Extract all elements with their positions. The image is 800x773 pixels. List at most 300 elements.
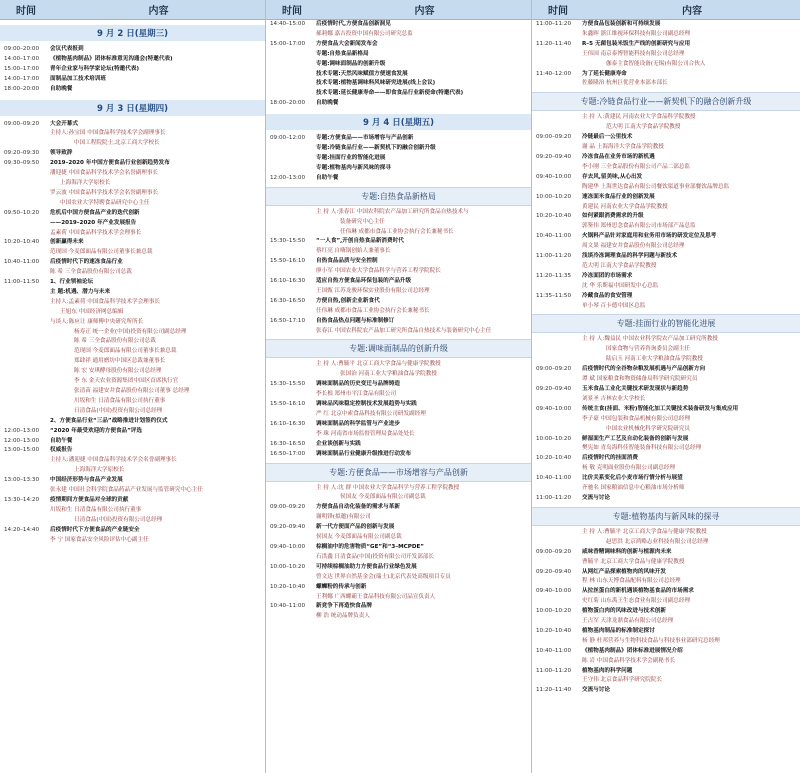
time-cell	[532, 123, 582, 133]
time-cell: 14:00–17:00	[4, 55, 40, 62]
time-cell: 15:50–16:10	[270, 401, 306, 408]
agenda-title: R–5 无菌包装米饭生产线的创新研究与应用	[582, 40, 691, 47]
schedule-row	[532, 163, 800, 173]
schedule-row	[0, 65, 265, 75]
speaker-info: 李 珠 河南省市场监督管理局食品处处长	[316, 430, 415, 437]
schedule-row	[532, 143, 800, 153]
agenda-title: 植物基肉的科学问题	[582, 667, 633, 674]
schedule-row	[532, 385, 800, 395]
schedule-row	[532, 79, 800, 89]
schedule-row	[532, 667, 800, 677]
time-cell: 11:20–11:40	[536, 687, 572, 694]
time-cell: 09:20–09:30	[4, 150, 40, 157]
speaker-info: 李长根 郑州市平江食品有限公司	[316, 391, 397, 398]
time-cell	[0, 357, 50, 367]
speaker-info: 装备研究中心主任	[340, 218, 385, 225]
speaker-info: 主 持 人:黄建民 河南农业大学食品科学院教授	[582, 114, 696, 121]
speaker-info: 伽泰主食智能设备(无锡)有限公司合伙人	[606, 60, 706, 67]
speaker-info: 陈 宏 安琪酵母股份有限公司总经理	[74, 368, 162, 375]
speaker-info: 佐藤隆治 杭州巨优营业本部本部长	[582, 80, 668, 87]
schedule-row	[0, 268, 265, 278]
schedule-row	[266, 410, 531, 420]
agenda-title: 危机后中国方便食品产业的迭代创新	[50, 209, 140, 216]
session-heading: 专题:调味面制品的创新升级	[266, 339, 531, 358]
time-cell	[266, 247, 316, 257]
speaker-info: 史红菊 山东禹王生态食业有限公司副总经理	[582, 598, 691, 605]
time-cell: 10:00–10:20	[270, 563, 306, 570]
speaker-info: 周文果 福建安井食品股份有限公司总经理	[582, 243, 685, 250]
schedule-row	[0, 229, 265, 239]
header-content: 内容	[682, 6, 702, 17]
time-cell: 09:20–09:40	[536, 568, 572, 575]
time-cell	[266, 287, 316, 297]
time-cell	[532, 163, 582, 173]
agenda-title: 如何紧跟消费需求的升级	[582, 213, 644, 220]
schedule-row	[266, 533, 531, 543]
time-cell	[266, 360, 316, 370]
schedule-row	[0, 526, 265, 536]
header-content: 内容	[414, 6, 435, 17]
time-cell	[532, 444, 582, 454]
speaker-info: 中国农业大学特聘食品研究中心主任	[60, 199, 150, 206]
time-cell	[0, 347, 50, 357]
agenda-title: 后疫情时代下方便食品的产业链安全	[50, 526, 140, 533]
speaker-info: 范现国 今麦郎面品有限公司董事长兼总裁	[74, 348, 177, 355]
schedule-row	[0, 417, 265, 427]
time-cell: 09:00–20:00	[4, 46, 40, 52]
agenda-title: 方便食品大会新闻发布会	[316, 40, 378, 47]
schedule-row	[0, 139, 265, 149]
time-cell: 10:20–10:40	[536, 455, 572, 462]
time-cell	[266, 144, 316, 154]
agenda-title: 自热食品热点问题与标准制修订	[316, 317, 395, 324]
time-cell: 16:50–17:00	[270, 450, 306, 457]
agenda-title: 从拉丝蛋白的新机遇谈植物基食品的市场需求	[582, 588, 694, 595]
time-cell	[0, 129, 50, 139]
schedule-row	[266, 583, 531, 593]
agenda-title: 专题:冷链食品行业——新契机下的融合创新升级	[316, 145, 436, 152]
schedule-row	[266, 400, 531, 410]
agenda-title: 会议代表报到	[50, 46, 84, 52]
time-cell	[532, 113, 582, 123]
speaker-info: 程 林 山东天博食品配料有限公司总经理	[582, 578, 681, 585]
speaker-info: 廖小军 中国农业大学食品科学与营养工程学院院长	[316, 268, 441, 275]
schedule-row	[266, 380, 531, 390]
agenda-title: 交流与讨论	[582, 687, 610, 694]
time-cell: 15:50–16:10	[270, 258, 306, 265]
schedule-row	[266, 257, 531, 267]
schedule-row	[532, 335, 800, 345]
schedule-row	[532, 568, 800, 578]
schedule-row	[266, 144, 531, 154]
speaker-info: 齐驰名 国家粮油信息中心粮油市场分析师	[582, 485, 685, 492]
time-cell	[532, 143, 582, 153]
schedule-row	[266, 307, 531, 317]
schedule-row	[0, 516, 265, 526]
agenda-title: 玉米食品工业化关键技术研发现状与新趋势	[582, 386, 689, 392]
schedule-row	[0, 159, 265, 169]
schedule-row	[0, 397, 265, 407]
time-cell: 16:10–16:30	[270, 278, 306, 285]
speaker-info: 陈 岩 中国食品科学技术学会副秘书长	[582, 657, 676, 664]
time-cell	[0, 486, 50, 496]
time-cell	[532, 597, 582, 607]
schedule-row	[532, 607, 800, 617]
agenda-title: 1、行业领袖论坛	[50, 279, 94, 286]
agenda-title: 螺蛳粉的传承与创新	[316, 583, 367, 590]
agenda-title: 火锅料产品针对家庭用和业务用市场的研发定位及思考	[582, 233, 717, 240]
column-body	[266, 20, 531, 622]
time-cell: 10:20–10:40	[270, 583, 306, 590]
time-cell	[266, 573, 316, 583]
schedule-row	[266, 89, 531, 99]
agenda-title: 《植物基肉制品》团体标准意见沟通会(特邀代表)	[50, 55, 173, 62]
schedule-row	[0, 129, 265, 139]
session-heading: 专题:冷链食品行业——新契机下的融合创新升级	[532, 92, 800, 111]
schedule-row	[266, 573, 531, 583]
time-cell	[0, 229, 50, 239]
schedule-row	[266, 420, 531, 430]
schedule-row	[266, 154, 531, 164]
time-cell	[532, 657, 582, 667]
speaker-info: 孟素荷 中国食品科学技术学会理事长	[50, 229, 142, 236]
time-cell: 11:40–12:00	[536, 70, 572, 77]
speaker-info: 张永建 中国社会科学院食品药品产业发展与监管研究中心主任	[50, 487, 203, 494]
schedule-row	[266, 612, 531, 622]
agenda-title: 调味面制品的历史变迁与品牌铸造	[316, 381, 400, 388]
schedule-row	[0, 288, 265, 298]
time-cell: 11:00–11:50	[4, 279, 40, 286]
time-cell: 11:00–11:20	[536, 253, 572, 260]
agenda-title: 为了延长健康寿命	[582, 70, 627, 77]
schedule-row	[0, 120, 265, 130]
header-time: 时间	[282, 6, 302, 17]
agenda-title: 鲜湿面生产工艺及自动化装备的创新与发展	[582, 435, 689, 442]
time-cell: 09:00–09:20	[536, 134, 572, 141]
time-cell: 16:30–16:50	[270, 440, 306, 447]
speaker-info: 川坂和生 日清食品有限公司执行董事	[74, 397, 166, 404]
agenda-title: 后疫情时代的挂面消费	[582, 455, 638, 462]
time-cell	[0, 139, 50, 149]
schedule-row	[0, 367, 265, 377]
speaker-info: 任伟琳 成都市食品工业协会执行会长兼秘书长	[340, 228, 454, 235]
time-cell: 09:40–10:00	[536, 405, 572, 412]
time-cell	[266, 593, 316, 603]
agenda-title: 新竞争下再造快食品牌	[316, 603, 372, 610]
schedule-row	[0, 298, 265, 308]
agenda-title: 疫情期间方便食品对全球的贡献	[50, 496, 129, 503]
time-cell	[532, 375, 582, 385]
agenda-title: 自助午餐	[50, 437, 73, 444]
schedule-row	[532, 193, 800, 203]
agenda-title: 调味面制品的科学监管与产业进步	[316, 420, 400, 427]
agenda-title: 调味面制品行业健康升级推进行动发布	[316, 450, 412, 457]
time-cell: 18:00–20:00	[270, 100, 306, 107]
schedule-row	[532, 587, 800, 597]
header-time: 时间	[16, 6, 36, 17]
schedule-row	[532, 272, 800, 282]
agenda-title: 新一代方便面产品的创新与发展	[316, 524, 395, 531]
schedule-row	[532, 538, 800, 548]
schedule-row	[266, 390, 531, 400]
time-cell	[266, 612, 316, 622]
schedule-row	[532, 435, 800, 445]
time-cell	[0, 268, 50, 278]
time-cell: 09:40–10:00	[536, 173, 572, 180]
time-cell	[0, 219, 50, 229]
schedule-row	[532, 212, 800, 222]
speaker-info: 李 东 金天农业资源集团中国区首席执行官	[74, 378, 179, 385]
schedule-row	[532, 637, 800, 647]
time-cell	[266, 267, 316, 277]
time-cell	[0, 506, 50, 516]
agenda-title: 浅谈冷冻调理食品的科学问题与新技术	[582, 253, 678, 260]
schedule-row	[266, 297, 531, 307]
time-cell: 11:00–11:20	[536, 494, 572, 501]
column-header	[0, 0, 265, 20]
time-cell: 10:40–11:00	[536, 647, 572, 654]
agenda-title: 主 题:机遇、潜力与未来	[50, 288, 111, 295]
time-cell	[266, 484, 316, 494]
speaker-info: 李 宁 国家食品安全风险评估中心副主任	[50, 536, 149, 543]
session-heading: 专题:植物基肉与新风味的探寻	[532, 507, 800, 526]
schedule-row	[266, 563, 531, 573]
schedule-row	[0, 248, 265, 258]
time-cell	[266, 218, 316, 228]
schedule-row	[266, 208, 531, 218]
schedule-row	[532, 282, 800, 292]
time-cell	[0, 516, 50, 526]
schedule-row	[0, 466, 265, 476]
time-cell: 09:00–12:00	[270, 135, 306, 142]
time-cell	[532, 637, 582, 647]
time-cell	[532, 464, 582, 474]
schedule-row	[0, 328, 265, 338]
time-cell: 12:00–13:00	[270, 174, 306, 181]
schedule-row	[532, 676, 800, 686]
schedule-column-2	[266, 0, 532, 773]
time-cell: 15:00–17:00	[4, 65, 40, 72]
schedule-row	[266, 440, 531, 450]
schedule-row	[532, 474, 800, 484]
time-cell	[0, 377, 50, 387]
time-cell	[532, 528, 582, 538]
speaker-info: 杨 静 杜邦营养与生物科技食品与科技事业部研究总经理	[582, 637, 720, 644]
speaker-info: 侯国友 今麦郎面品有限公司副总裁	[340, 494, 426, 501]
schedule-row	[266, 79, 531, 89]
speaker-info: 与谈人:陈应让 康师傅中央研究所所长	[50, 318, 144, 325]
speaker-info: 刘景圣 吉林农业大学校长	[582, 395, 646, 402]
schedule-row	[532, 40, 800, 50]
time-cell	[532, 395, 582, 405]
schedule-row	[0, 337, 265, 347]
speaker-info: 石洪鑫 日清食品(中国)投资有限公司开发部部长	[316, 553, 435, 560]
time-cell	[532, 242, 582, 252]
schedule-row	[266, 228, 531, 238]
schedule-row	[266, 513, 531, 523]
schedule-row	[532, 20, 800, 30]
speaker-info: 李子豪 中国包装和食品机械有限公司总经理	[582, 415, 691, 422]
header-content: 内容	[148, 6, 169, 17]
time-cell	[0, 248, 50, 258]
schedule-row	[0, 318, 265, 328]
agenda-title: 方便自热,创新企业新食代	[316, 297, 380, 304]
schedule-row	[532, 345, 800, 355]
time-cell: 13:30–14:20	[4, 496, 40, 503]
speaker-info: 主持人:孟素荷 中国食品科学技术学会理事长	[50, 298, 160, 305]
time-cell: 18:00–20:00	[4, 85, 40, 92]
agenda-title: 植物蛋白肉的风味改进与技术创新	[582, 608, 666, 615]
time-cell	[266, 493, 316, 503]
schedule-row	[532, 528, 800, 538]
column-header	[266, 0, 531, 20]
time-cell	[0, 189, 50, 199]
time-cell	[0, 169, 50, 179]
time-cell: 09:00–09:20	[536, 366, 572, 373]
schedule-row	[532, 597, 800, 607]
schedule-row	[0, 75, 265, 85]
time-cell	[532, 617, 582, 627]
schedule-row	[532, 454, 800, 464]
schedule-column-1	[0, 0, 266, 773]
time-cell	[532, 262, 582, 272]
time-cell: 09:00–09:20	[536, 548, 572, 555]
time-cell: 12:00–13:00	[4, 427, 40, 434]
speaker-info: 王守伟 北京食品科学研究院院长	[582, 677, 663, 684]
schedule-row	[532, 548, 800, 558]
schedule-row	[532, 405, 800, 415]
agenda-title: 后疫情时代,方便食品创新洞见	[316, 21, 391, 27]
agenda-title: 咸味香精调味料的创新与植源肉未来	[582, 548, 672, 555]
speaker-info: 中国农业机械化科学研究院研究员	[606, 425, 690, 432]
time-cell: 14:40–15:00	[270, 21, 306, 27]
time-cell: 11:00–11:20	[536, 21, 572, 27]
agenda-title: 领导致辞	[50, 150, 73, 157]
schedule-row	[0, 308, 265, 318]
agenda-title: 2、方便食品行业“三品”战略推进计划签约仪式	[50, 417, 168, 424]
time-cell	[532, 335, 582, 345]
schedule-row	[0, 219, 265, 229]
agenda-title: ——2019–2020 年产业发展报告	[50, 219, 137, 226]
schedule-row	[532, 222, 800, 232]
speaker-info: 王旭东 中国经济网总编辑	[60, 308, 124, 315]
agenda-title: 专题:方便食品——市场增容与产品创新	[316, 135, 414, 142]
schedule-row	[532, 262, 800, 272]
time-cell	[266, 50, 316, 60]
agenda-title: 创新赢得未来	[50, 239, 84, 246]
schedule-row	[532, 50, 800, 60]
agenda-title: 技术专题:天然风味赋值方便速食发展	[316, 70, 408, 77]
schedule-row	[0, 347, 265, 357]
speaker-info: 国家食物与营养咨询委员会副主任	[606, 346, 690, 353]
time-cell	[266, 410, 316, 420]
time-cell	[266, 327, 316, 337]
time-cell	[0, 387, 50, 397]
agenda-title: 交流与讨论	[582, 494, 610, 501]
time-cell: 15:30–15:50	[270, 238, 306, 245]
speaker-info: 任伟琳 成都市食品工业协会执行会长兼秘书长	[316, 307, 430, 314]
time-cell	[532, 203, 582, 213]
time-cell: 09:20–09:40	[270, 524, 306, 531]
time-cell: 16:50–17:10	[270, 317, 306, 324]
time-cell: 14:20–14:40	[4, 526, 40, 533]
schedule-row	[0, 536, 265, 546]
schedule-row	[266, 503, 531, 513]
time-cell	[0, 308, 50, 318]
session-heading: 专题:挂面行业的智能化进展	[532, 314, 800, 333]
schedule-row	[532, 464, 800, 474]
schedule-row	[266, 360, 531, 370]
speaker-info: 杨寿正 统一企业(中国)投资有限公司副总经理	[74, 328, 187, 335]
time-cell: 11:20–11:35	[536, 272, 572, 279]
time-cell	[266, 553, 316, 563]
schedule-row	[266, 60, 531, 70]
schedule-row	[0, 427, 265, 437]
schedule-row	[0, 387, 265, 397]
speaker-info: 范大明 江南大学食品学院教授	[606, 124, 681, 131]
time-cell	[532, 345, 582, 355]
time-cell	[532, 415, 582, 425]
speaker-info: 主持人:潘迎捷 中国食品科学技术学会名誉副理事长	[50, 457, 177, 464]
schedule-row	[532, 292, 800, 302]
speaker-info: 王占军 天津龙鼎食品有限公司总经理	[582, 618, 674, 625]
agenda-title: 大会开幕式	[50, 120, 78, 127]
schedule-row	[266, 317, 531, 327]
schedule-row	[0, 149, 265, 159]
schedule-row	[532, 365, 800, 375]
time-cell	[532, 30, 582, 40]
time-cell	[532, 183, 582, 193]
schedule-row	[532, 686, 800, 696]
time-cell: 10:40–11:00	[270, 603, 306, 610]
time-cell	[0, 367, 50, 377]
agenda-title: 方便食品自动化装备的需求与革新	[316, 504, 400, 511]
schedule-row	[266, 267, 531, 277]
schedule-row	[266, 164, 531, 174]
agenda-title: 存去风,留美味,从心出发	[582, 173, 643, 180]
speaker-info: 陆启玉 河南工业大学粮油食品学院教授	[606, 356, 703, 363]
time-cell	[0, 337, 50, 347]
schedule-row	[532, 484, 800, 494]
agenda-title: 传统主食(挂面、米粉)智能化加工关键技术装备研发与集成应用	[582, 405, 739, 412]
speaker-info: 上海海洋大学原校长	[60, 179, 111, 186]
time-cell: 13:00–13:30	[4, 477, 40, 484]
agenda-title: 中国经济形势与食品产业发展	[50, 477, 123, 484]
schedule-row	[0, 278, 265, 288]
column-header	[532, 0, 800, 20]
time-cell	[266, 208, 316, 218]
schedule-row	[0, 199, 265, 209]
agenda-title: 技术专题:延长健康寿命——即食食品行业新使命(特邀代表)	[316, 90, 464, 97]
schedule-row	[266, 602, 531, 612]
speaker-info: 上海海洋大学原校长	[74, 467, 125, 474]
schedule-row	[0, 437, 265, 447]
speaker-info: 张国治 河南工业大学粮油食品学院教授	[340, 371, 437, 378]
schedule-row	[266, 543, 531, 553]
time-cell: 10:20–10:40	[4, 239, 40, 246]
agenda-title: 2019–2020 年中国方便食品行业创新趋势发布	[50, 160, 170, 167]
schedule-row	[266, 50, 531, 60]
time-cell: 13:00–15:00	[4, 447, 40, 454]
speaker-info: 郝莉娜 嘉吉投资中国有限公司研究总监	[316, 30, 413, 37]
schedule-row	[266, 430, 531, 440]
schedule-row	[532, 302, 800, 312]
time-cell	[0, 397, 50, 407]
time-cell	[0, 199, 50, 209]
time-cell: 11:00–11:20	[536, 667, 572, 674]
agenda-title: 速冻面米食品行业的创新发展	[582, 193, 655, 200]
schedule-row	[532, 133, 800, 143]
